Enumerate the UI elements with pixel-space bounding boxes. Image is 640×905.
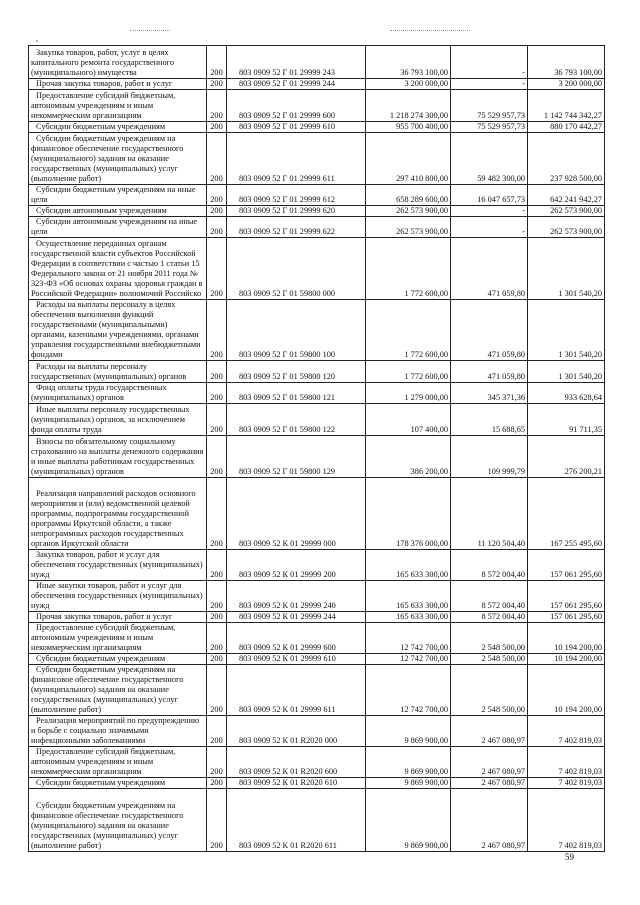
row-line-code-cell: 200 xyxy=(207,90,227,122)
row-remaining-amount-cell: 157 061 295,60 xyxy=(528,550,605,581)
row-remaining-amount-cell: 7 402 819,03 xyxy=(528,747,605,778)
table-row xyxy=(29,217,605,238)
row-name-cell: Предоставление субсидий бюджетным, автономным учреждениям и иным некоммерческим организациям xyxy=(29,90,207,122)
row-remaining-amount-cell: 262 573 900,00 xyxy=(528,217,605,238)
row-remaining-amount-cell: 10 194 200,00 xyxy=(528,654,605,665)
row-budget-code-cell: 803 0909 52 К 01 29999 200 xyxy=(227,550,366,581)
row-remaining-amount-cell: 7 402 819,03 xyxy=(528,716,605,747)
row-remaining-amount-cell: 7 402 819,03 xyxy=(528,789,605,852)
row-budget-code-cell: 803 0909 52 Г 01 59800 121 xyxy=(227,383,366,404)
row-approved-amount-cell: 262 573 900,00 xyxy=(366,217,451,238)
row-executed-amount-cell: 15 688,65 xyxy=(451,404,528,436)
row-executed-amount-cell: - xyxy=(451,46,528,79)
row-name-cell: Субсидии бюджетным учреждениям на финансовое обеспечение государственного (муниципального) задания на оказание государственных (муниципальных) услуг (выполнение работ) xyxy=(29,789,207,852)
row-executed-amount-cell: 2 467 080,97 xyxy=(451,789,528,852)
row-executed-amount-cell: 11 120 504,40 xyxy=(451,478,528,550)
row-remaining-amount-cell: 7 402 819,03 xyxy=(528,778,605,789)
row-remaining-amount-cell: 1 301 540,20 xyxy=(528,300,605,361)
row-line-code-cell: 200 xyxy=(207,654,227,665)
row-executed-amount-cell: 471 059,80 xyxy=(451,300,528,361)
row-executed-amount-cell: 59 482 300,00 xyxy=(451,133,528,185)
row-name-cell: Субсидии бюджетным учреждениям xyxy=(29,778,207,789)
page-number: 59 xyxy=(565,852,574,862)
row-line-code-cell: 200 xyxy=(207,665,227,716)
row-remaining-amount-cell: 10 194 200,00 xyxy=(528,665,605,716)
row-name-cell: Субсидии автономным учреждениям на иные цели xyxy=(29,217,207,238)
row-budget-code-cell: 803 0909 52 К 01 R2020 611 xyxy=(227,789,366,852)
row-line-code-cell: 200 xyxy=(207,436,227,478)
row-budget-code-cell: 803 0909 52 Г 01 59800 120 xyxy=(227,361,366,383)
row-name-cell: Закупка товаров, работ и услуг для обеспечения государственных (муниципальных) нужд xyxy=(29,550,207,581)
row-line-code-cell: 200 xyxy=(207,789,227,852)
row-budget-code-cell: 803 0909 52 Г 01 29999 611 xyxy=(227,133,366,185)
row-name-cell: Иные закупки товаров, работ и услуг для обеспечения государственных (муниципальных) нужд xyxy=(29,581,207,612)
row-approved-amount-cell: 3 200 000,00 xyxy=(366,79,451,90)
row-name-cell: Реализация мероприятий по предупреждению и борьбе с социально значимыми инфекционными заболеваниями xyxy=(29,716,207,747)
row-name-cell: Предоставление субсидий бюджетным, автономным учреждениям и иным некоммерческим организациям xyxy=(29,747,207,778)
row-name-cell: Субсидии бюджетным учреждениям на финансовое обеспечение государственного (муниципального) задания на оказание государственных (муниципальных) услуг (выполнение работ) xyxy=(29,133,207,185)
row-executed-amount-cell: - xyxy=(451,217,528,238)
row-budget-code-cell: 803 0909 52 Г 01 59800 100 xyxy=(227,300,366,361)
row-name-cell: Осуществление переданных органам государственной власти субъектов Российской Федерации в соответствии с частью 1 статьи 15 Федерального закона от 21 ноября 2011 года № 323-ФЗ «Об основах охраны здоровья граждан в Российской Федерации» полномочий Российско xyxy=(29,238,207,300)
row-line-code-cell: 200 xyxy=(207,623,227,654)
table-row xyxy=(29,300,605,361)
scan-artifact-right xyxy=(390,30,470,35)
row-budget-code-cell: 803 0909 52 Г 01 29999 244 xyxy=(227,79,366,90)
table-row xyxy=(29,778,605,789)
table-row xyxy=(29,185,605,206)
row-remaining-amount-cell: 36 793 100,00 xyxy=(528,46,605,79)
row-approved-amount-cell: 165 633 300,00 xyxy=(366,581,451,612)
table-row xyxy=(29,612,605,623)
row-budget-code-cell: 803 0909 52 К 01 29999 000 xyxy=(227,478,366,550)
table-row xyxy=(29,79,605,90)
row-approved-amount-cell: 165 633 300,00 xyxy=(366,550,451,581)
row-budget-code-cell: 803 0909 52 К 01 R2020 600 xyxy=(227,747,366,778)
row-executed-amount-cell: 2 467 080,97 xyxy=(451,747,528,778)
row-remaining-amount-cell: 1 301 540,20 xyxy=(528,361,605,383)
table-row xyxy=(29,133,605,185)
row-name-cell: Субсидии бюджетным учреждениям на иные цели xyxy=(29,185,207,206)
table-row xyxy=(29,478,605,550)
row-remaining-amount-cell: 1 142 744 342,27 xyxy=(528,90,605,122)
row-approved-amount-cell: 955 700 400,00 xyxy=(366,122,451,133)
row-approved-amount-cell: 1 772 600,00 xyxy=(366,300,451,361)
row-budget-code-cell: 803 0909 52 Г 01 29999 610 xyxy=(227,122,366,133)
row-approved-amount-cell: 1 772 600,00 xyxy=(366,238,451,300)
row-line-code-cell: 200 xyxy=(207,747,227,778)
table-row xyxy=(29,716,605,747)
row-executed-amount-cell: 16 047 657,73 xyxy=(451,185,528,206)
row-approved-amount-cell: 1 279 000,00 xyxy=(366,383,451,404)
row-approved-amount-cell: 1 772 600,00 xyxy=(366,361,451,383)
row-name-cell: Расходы на выплаты персоналу государственных (муниципальных) органов xyxy=(29,361,207,383)
row-name-cell: Прочая закупка товаров, работ и услуг xyxy=(29,79,207,90)
row-approved-amount-cell: 107 400,00 xyxy=(366,404,451,436)
row-name-cell: Иные выплаты персоналу государственных (муниципальных) органов, за исключением фонда оплаты труда xyxy=(29,404,207,436)
table-row xyxy=(29,789,605,852)
row-approved-amount-cell: 36 793 100,00 xyxy=(366,46,451,79)
row-executed-amount-cell: 8 572 004,40 xyxy=(451,550,528,581)
row-approved-amount-cell: 9 869 900,00 xyxy=(366,778,451,789)
row-line-code-cell: 200 xyxy=(207,478,227,550)
row-executed-amount-cell: 8 572 004,40 xyxy=(451,581,528,612)
row-approved-amount-cell: 386 200,00 xyxy=(366,436,451,478)
row-budget-code-cell: 803 0909 52 Г 01 29999 612 xyxy=(227,185,366,206)
row-remaining-amount-cell: 10 194 200,00 xyxy=(528,623,605,654)
table-row xyxy=(29,550,605,581)
table-row xyxy=(29,623,605,654)
row-executed-amount-cell: 75 529 957,73 xyxy=(451,122,528,133)
row-executed-amount-cell: 8 572 004,40 xyxy=(451,612,528,623)
table-row xyxy=(29,90,605,122)
row-approved-amount-cell: 12 742 700,00 xyxy=(366,654,451,665)
row-remaining-amount-cell: 157 061 295,60 xyxy=(528,581,605,612)
table-row xyxy=(29,383,605,404)
row-executed-amount-cell: 2 467 080,97 xyxy=(451,716,528,747)
row-budget-code-cell: 803 0909 52 К 01 R2020 610 xyxy=(227,778,366,789)
row-budget-code-cell: 803 0909 52 Г 01 29999 600 xyxy=(227,90,366,122)
row-remaining-amount-cell: 167 255 495,60 xyxy=(528,478,605,550)
row-budget-code-cell: 803 0909 52 К 01 29999 244 xyxy=(227,612,366,623)
table-row xyxy=(29,238,605,300)
row-line-code-cell: 200 xyxy=(207,217,227,238)
row-name-cell: Субсидии бюджетным учреждениям xyxy=(29,122,207,133)
table-row xyxy=(29,122,605,133)
table-row xyxy=(29,581,605,612)
row-approved-amount-cell: 165 633 300,00 xyxy=(366,612,451,623)
row-line-code-cell: 200 xyxy=(207,716,227,747)
row-line-code-cell: 200 xyxy=(207,581,227,612)
table-row xyxy=(29,436,605,478)
row-budget-code-cell: 803 0909 52 Г 01 59800 000 xyxy=(227,238,366,300)
row-name-cell: Расходы на выплаты персоналу в целях обеспечения выполнения функций государственными (муниципальными) органами, казенными учреждениями, органами управления государственными внебюджетными фондами xyxy=(29,300,207,361)
table-row xyxy=(29,206,605,217)
row-budget-code-cell: 803 0909 52 К 01 29999 240 xyxy=(227,581,366,612)
table-row xyxy=(29,404,605,436)
row-executed-amount-cell: 75 529 957,73 xyxy=(451,90,528,122)
row-approved-amount-cell: 178 376 000,00 xyxy=(366,478,451,550)
row-line-code-cell: 200 xyxy=(207,612,227,623)
row-budget-code-cell: 803 0909 52 К 01 R2020 000 xyxy=(227,716,366,747)
scan-artifact-left xyxy=(130,30,170,35)
table-row xyxy=(29,46,605,79)
row-approved-amount-cell: 12 742 700,00 xyxy=(366,665,451,716)
row-budget-code-cell: 803 0909 52 Г 01 59800 122 xyxy=(227,404,366,436)
row-executed-amount-cell: 109 999,79 xyxy=(451,436,528,478)
row-remaining-amount-cell: 157 061 295,60 xyxy=(528,612,605,623)
row-approved-amount-cell: 9 869 900,00 xyxy=(366,789,451,852)
row-approved-amount-cell: 658 289 600,00 xyxy=(366,185,451,206)
table-body xyxy=(29,46,605,852)
row-remaining-amount-cell: 1 301 540,20 xyxy=(528,238,605,300)
row-line-code-cell: 200 xyxy=(207,383,227,404)
table-row xyxy=(29,665,605,716)
row-line-code-cell: 200 xyxy=(207,238,227,300)
row-executed-amount-cell: 2 548 500,00 xyxy=(451,623,528,654)
row-executed-amount-cell: - xyxy=(451,79,528,90)
row-name-cell: Предоставление субсидий бюджетным, автономным учреждениям и иным некоммерческим организациям xyxy=(29,623,207,654)
row-line-code-cell: 200 xyxy=(207,133,227,185)
budget-execution-table xyxy=(28,45,605,852)
row-budget-code-cell: 803 0909 52 К 01 29999 611 xyxy=(227,665,366,716)
row-remaining-amount-cell: 880 170 442,27 xyxy=(528,122,605,133)
row-name-cell: Взносы по обязательному социальному страхованию на выплаты денежного содержания и иные выплаты работникам государственных (муниципальных) органов xyxy=(29,436,207,478)
row-executed-amount-cell: 345 371,36 xyxy=(451,383,528,404)
row-budget-code-cell: 803 0909 52 Г 01 59800 129 xyxy=(227,436,366,478)
row-remaining-amount-cell: 91 711,35 xyxy=(528,404,605,436)
row-budget-code-cell: 803 0909 52 Г 01 29999 620 xyxy=(227,206,366,217)
row-name-cell: Субсидии автономным учреждениям xyxy=(29,206,207,217)
row-line-code-cell: 200 xyxy=(207,550,227,581)
row-budget-code-cell: 803 0909 52 К 01 29999 600 xyxy=(227,623,366,654)
row-executed-amount-cell: 2 548 500,00 xyxy=(451,654,528,665)
row-approved-amount-cell: 297 410 800,00 xyxy=(366,133,451,185)
scan-speck xyxy=(36,40,38,42)
row-executed-amount-cell: 471 059,80 xyxy=(451,361,528,383)
row-name-cell: Фонд оплаты труда государственных (муниципальных) органов xyxy=(29,383,207,404)
row-line-code-cell: 200 xyxy=(207,361,227,383)
row-approved-amount-cell: 9 869 900,00 xyxy=(366,747,451,778)
row-approved-amount-cell: 12 742 700,00 xyxy=(366,623,451,654)
row-budget-code-cell: 803 0909 52 Г 01 29999 243 xyxy=(227,46,366,79)
table-row xyxy=(29,747,605,778)
row-line-code-cell: 200 xyxy=(207,206,227,217)
row-remaining-amount-cell: 262 573 900,00 xyxy=(528,206,605,217)
row-line-code-cell: 200 xyxy=(207,79,227,90)
row-executed-amount-cell: 471 059,80 xyxy=(451,238,528,300)
row-budget-code-cell: 803 0909 52 К 01 29999 610 xyxy=(227,654,366,665)
row-name-cell: Закупка товаров, работ, услуг в целях капитального ремонта государственного (муниципального) имущества xyxy=(29,46,207,79)
table-row xyxy=(29,654,605,665)
row-approved-amount-cell: 1 218 274 300,00 xyxy=(366,90,451,122)
row-remaining-amount-cell: 237 928 500,00 xyxy=(528,133,605,185)
row-line-code-cell: 200 xyxy=(207,185,227,206)
row-executed-amount-cell: - xyxy=(451,206,528,217)
row-executed-amount-cell: 2 548 500,00 xyxy=(451,665,528,716)
row-line-code-cell: 200 xyxy=(207,300,227,361)
table-row xyxy=(29,361,605,383)
row-remaining-amount-cell: 276 200,21 xyxy=(528,436,605,478)
row-line-code-cell: 200 xyxy=(207,404,227,436)
row-name-cell: Прочая закупка товаров, работ и услуг xyxy=(29,612,207,623)
row-name-cell: Субсидии бюджетным учреждениям xyxy=(29,654,207,665)
row-remaining-amount-cell: 3 200 000,00 xyxy=(528,79,605,90)
row-name-cell: Реализация направлений расходов основного мероприятия и (или) ведомственной целевой программы, подпрограммы государственной программы Иркутской области, а также непрограммных расходов государственных органов Иркутской области xyxy=(29,478,207,550)
row-approved-amount-cell: 262 573 900,00 xyxy=(366,206,451,217)
row-remaining-amount-cell: 642 241 942,27 xyxy=(528,185,605,206)
row-remaining-amount-cell: 933 628,64 xyxy=(528,383,605,404)
row-name-cell: Субсидии бюджетным учреждениям на финансовое обеспечение государственного (муниципального) задания на оказание государственных (муниципальных) услуг (выполнение работ) xyxy=(29,665,207,716)
row-line-code-cell: 200 xyxy=(207,778,227,789)
row-approved-amount-cell: 9 869 900,00 xyxy=(366,716,451,747)
row-executed-amount-cell: 2 467 080,97 xyxy=(451,778,528,789)
row-line-code-cell: 200 xyxy=(207,46,227,79)
row-line-code-cell: 200 xyxy=(207,122,227,133)
row-budget-code-cell: 803 0909 52 Г 01 29999 622 xyxy=(227,217,366,238)
